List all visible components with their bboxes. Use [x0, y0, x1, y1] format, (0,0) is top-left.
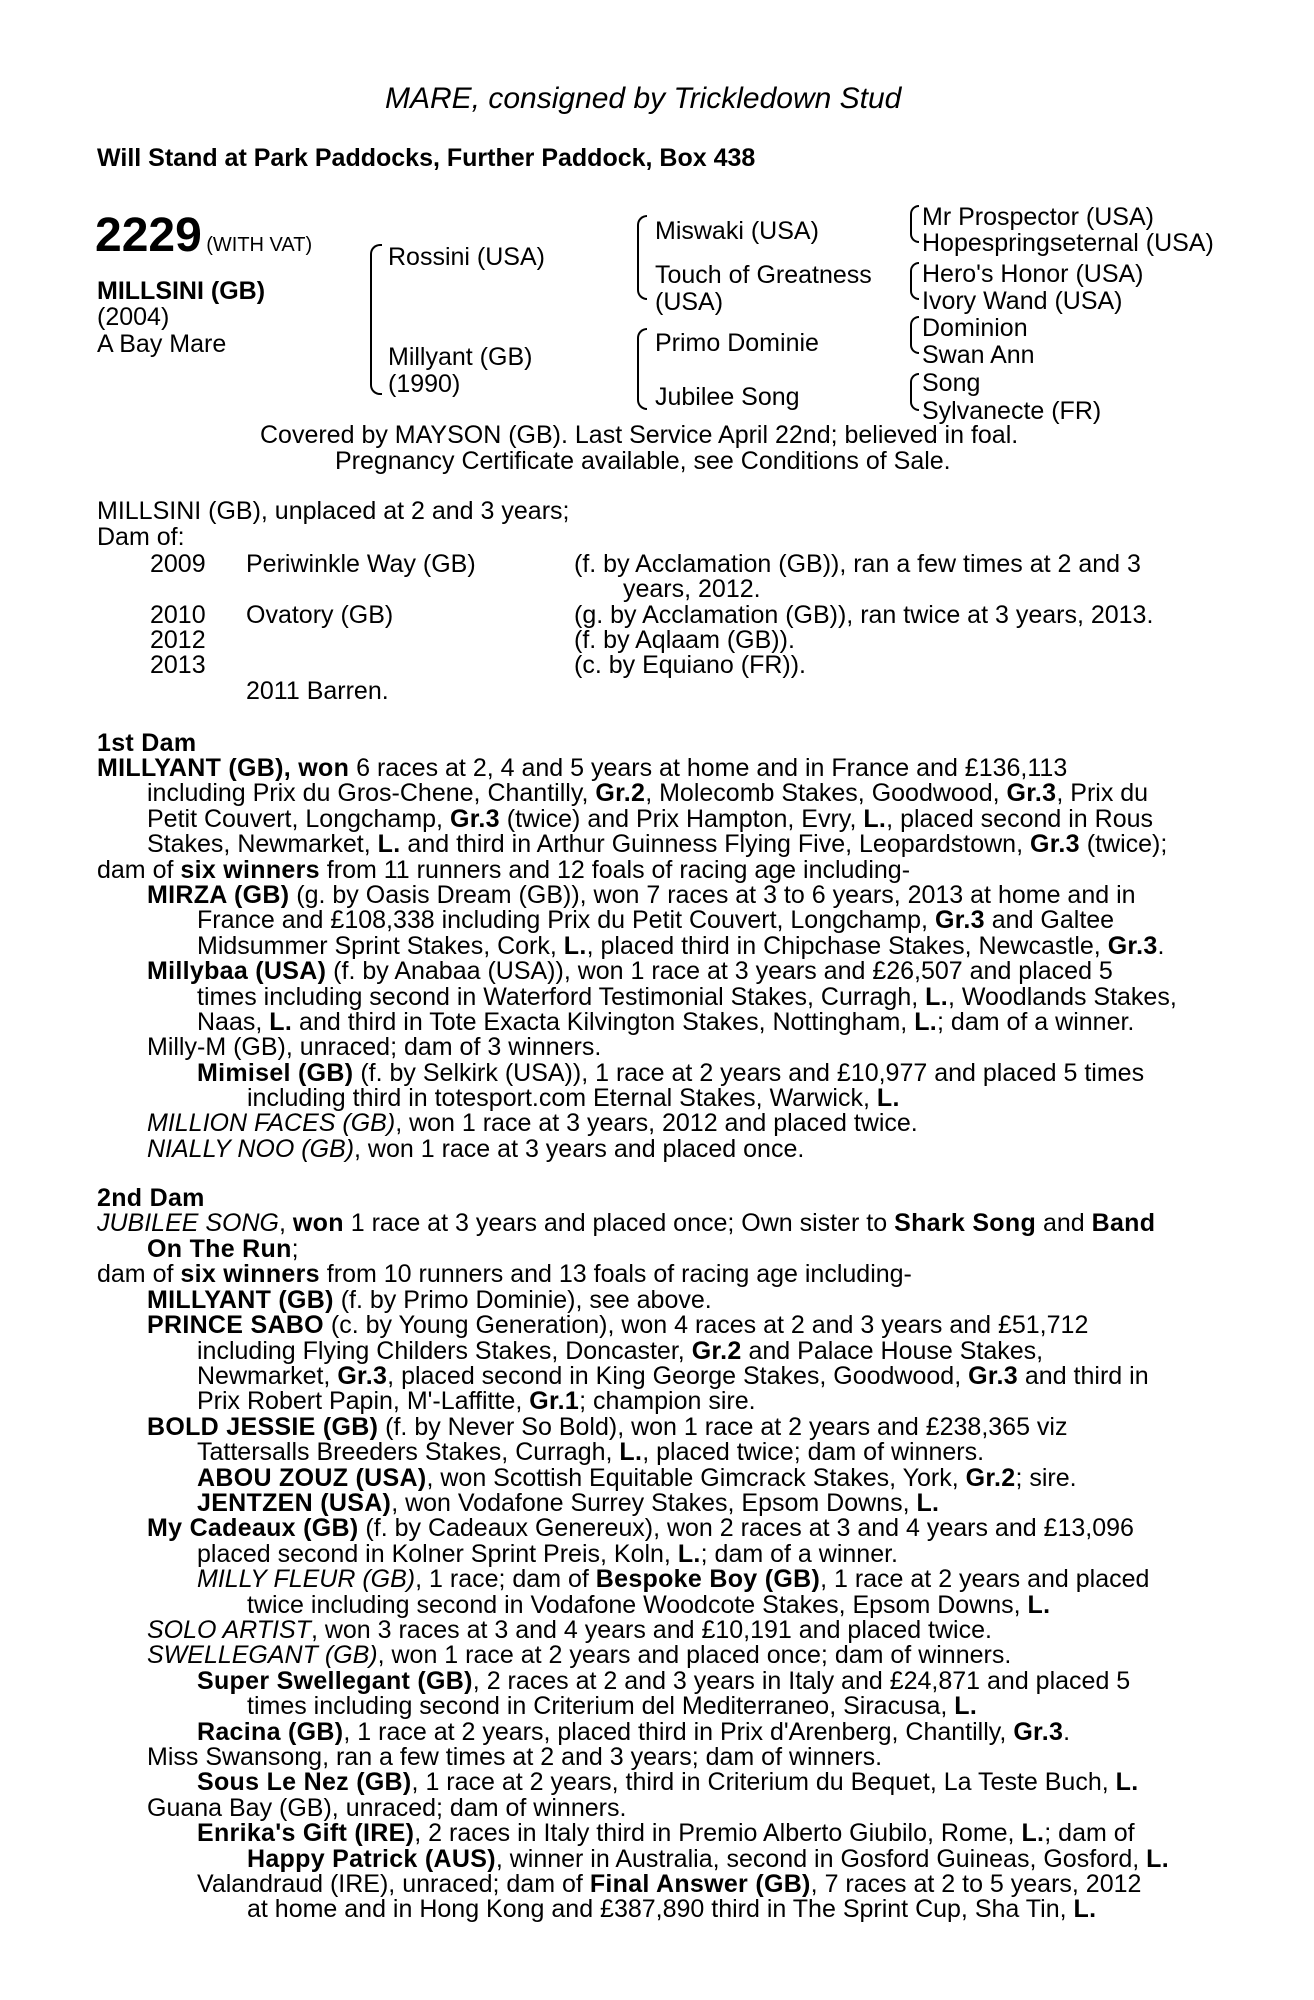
produce-entry: Racina (GB), 1 race at 2 years, placed third in Prix d'Arenberg, Chantilly, Gr.3.: [197, 1718, 1071, 1746]
pedigree-brace: [910, 316, 919, 336]
pedigree-dam-year: (1990): [388, 370, 461, 398]
produce-entry-cont: France and £108,338 including Prix du Petit Couvert, Longchamp, Gr.3 and Galtee: [197, 906, 1115, 934]
first-dam-heading: 1st Dam: [97, 729, 197, 757]
produce-year: 2009: [150, 550, 206, 578]
produce-entry: Sous Le Nez (GB), 1 race at 2 years, third in Criterium du Bequet, La Teste Buch, L.: [197, 1768, 1139, 1796]
pedigree-dam: Millyant (GB): [388, 343, 533, 371]
pedigree-ddd: Sylvanecte (FR): [922, 397, 1102, 425]
produce-intro: MILLSINI (GB), unplaced at 2 and 3 years;: [97, 497, 570, 525]
produce-entry: ABOU ZOUZ (USA), won Scottish Equitable Gimcrack Stakes, York, Gr.2; sire.: [197, 1464, 1077, 1492]
produce-entry: NIALLY NOO (GB), won 1 race at 3 years and placed once.: [147, 1135, 805, 1163]
pedigree-brace: [910, 205, 919, 225]
produce-entry: Happy Patrick (AUS), winner in Australia, second in Gosford Guineas, Gosford, L.: [247, 1845, 1169, 1873]
consignor-line: MARE, consigned by Trickledown Stud: [385, 82, 902, 115]
produce-entry: Millybaa (USA) (f. by Anabaa (USA)), won 1 race at 3 years and £26,507 and placed 5: [147, 957, 1113, 985]
pedigree-dds: Song: [922, 369, 981, 397]
produce-entry-cont: times including second in Criterium del Mediterraneo, Siracusa, L.: [247, 1692, 978, 1720]
produce-entry-cont: times including second in Waterford Testimonial Stakes, Curragh, L., Woodlands Stakes,: [197, 983, 1177, 1011]
produce-entry: MIRZA (GB) (g. by Oasis Dream (GB)), won 7 races at 3 to 6 years, 2013 at home and in: [147, 881, 1136, 909]
horse-year: (2004): [97, 303, 170, 331]
pedigree-dsd: Swan Ann: [922, 341, 1035, 369]
produce-year: 2012: [150, 626, 206, 654]
pedigree-sire-sire: Miswaki (USA): [655, 217, 819, 245]
produce-entry: Enrika's Gift (IRE), 2 races in Italy third in Premio Alberto Giubilo, Rome, L.; dam of: [197, 1819, 1135, 1847]
pedigree-brace: [370, 319, 382, 395]
produce-note: (f. by Aqlaam (GB)).: [574, 626, 795, 654]
produce-note: (g. by Acclamation (GB)), ran twice at 3 years, 2013.: [574, 601, 1154, 629]
first-dam-line: Petit Couvert, Longchamp, Gr.3 (twice) and Prix Hampton, Evry, L., placed second in Rous: [147, 805, 1154, 833]
produce-entry-cont: twice including second in Vodafone Woodcote Stakes, Epsom Downs, L.: [247, 1591, 1051, 1619]
vat-label: (WITH VAT): [206, 234, 313, 256]
produce-entry: SOLO ARTIST, won 3 races at 3 and 4 years and £10,191 and placed twice.: [147, 1616, 992, 1644]
pedigree-brace: [910, 391, 919, 411]
second-dam-heading: 2nd Dam: [97, 1184, 205, 1212]
pedigree-brace: [637, 215, 647, 262]
produce-note: (c. by Equiano (FR)).: [574, 651, 807, 679]
pedigree-brace: [637, 328, 647, 370]
produce-entry: BOLD JESSIE (GB) (f. by Never So Bold), won 1 race at 2 years and £238,365 viz: [147, 1413, 1068, 1441]
horse-name: MILLSINI (GB): [97, 277, 266, 305]
pedigree-brace: [910, 280, 919, 300]
stand-line: Will Stand at Park Paddocks, Further Paddock, Box 438: [97, 144, 756, 172]
pedigree-sire-dam-country: (USA): [655, 288, 724, 316]
produce-entry: JENTZEN (USA), won Vodafone Surrey Stakes, Epsom Downs, L.: [197, 1489, 940, 1517]
pedigree-sire-dam: Touch of Greatness: [655, 261, 872, 289]
produce-note-cont: years, 2012.: [623, 575, 761, 603]
pedigree-brace: [637, 260, 647, 300]
second-dam-line: dam of six winners from 10 runners and 13 foals of racing age including-: [97, 1260, 912, 1288]
produce-entry-cont: placed second in Kolner Sprint Preis, Koln, L.; dam of a winner.: [197, 1540, 898, 1568]
produce-entry-cont: Prix Robert Papin, M'-Laffitte, Gr.1; champion sire.: [197, 1387, 756, 1415]
second-dam-line: JUBILEE SONG, won 1 race at 3 years and placed once; Own sister to Shark Song and Band: [97, 1209, 1156, 1237]
produce-entry-cont: including Flying Childers Stakes, Doncaster, Gr.2 and Palace House Stakes,: [197, 1337, 1044, 1365]
produce-barren: 2011 Barren.: [246, 677, 389, 705]
produce-entry: My Cadeaux (GB) (f. by Cadeaux Genereux), won 2 races at 3 and 4 years and £13,096: [147, 1514, 1134, 1542]
first-dam-line: dam of six winners from 11 runners and 12 foals of racing age including-: [97, 856, 911, 884]
second-dam-line: On The Run;: [147, 1235, 299, 1263]
produce-dam-of: Dam of:: [97, 523, 185, 551]
produce-year: 2010: [150, 601, 206, 629]
first-dam-line: including Prix du Gros-Chene, Chantilly, Gr.2, Molecomb Stakes, Goodwood, Gr.3, Prix du: [147, 779, 1149, 807]
lot-number: 2229: [95, 209, 202, 262]
pedigree-dss: Dominion: [922, 314, 1028, 342]
produce-entry: Mimisel (GB) (f. by Selkirk (USA)), 1 race at 2 years and £10,977 and placed 5 times: [197, 1059, 1145, 1087]
pedigree-dam-sire: Primo Dominie: [655, 329, 819, 357]
produce-entry: SWELLEGANT (GB), won 1 race at 2 years and placed once; dam of winners.: [147, 1641, 1012, 1669]
produce-entry: MILLY FLEUR (GB), 1 race; dam of Bespoke Boy (GB), 1 race at 2 years and placed: [197, 1565, 1150, 1593]
produce-entry: Super Swellegant (GB), 2 races at 2 and 3 years in Italy and £24,871 and placed 5: [197, 1667, 1131, 1695]
produce-entry: PRINCE SABO (c. by Young Generation), won 4 races at 2 and 3 years and £51,712: [147, 1311, 1089, 1339]
covered-line: Covered by MAYSON (GB). Last Service April 22nd; believed in foal.: [260, 421, 1019, 449]
pedigree-brace: [370, 244, 382, 321]
pedigree-dam-dam: Jubilee Song: [655, 383, 800, 411]
first-dam-line: MILLYANT (GB), won 6 races at 2, 4 and 5 years at home and in France and £136,113: [97, 754, 1068, 782]
produce-year: 2013: [150, 651, 206, 679]
produce-entry: Milly-M (GB), unraced; dam of 3 winners.: [147, 1033, 602, 1061]
pedigree-sdd: Ivory Wand (USA): [922, 287, 1123, 315]
produce-entry-cont: Naas, L. and third in Tote Exacta Kilvington Stakes, Nottingham, L.; dam of a winner.: [197, 1008, 1135, 1036]
produce-note: (f. by Acclamation (GB)), ran a few times at 2 and 3: [574, 550, 1141, 578]
produce-entry-cont: including third in totesport.com Eternal Stakes, Warwick, L.: [247, 1084, 900, 1112]
pedigree-brace: [637, 368, 647, 410]
produce-entry: MILLION FACES (GB), won 1 race at 3 years, 2012 and placed twice.: [147, 1109, 918, 1137]
lot-number-block: [95, 208, 312, 263]
produce-entry-cont: Newmarket, Gr.3, placed second in King George Stakes, Goodwood, Gr.3 and third in: [197, 1362, 1149, 1390]
pedigree-sire: Rossini (USA): [388, 243, 545, 271]
produce-name: Ovatory (GB): [246, 601, 394, 629]
produce-entry: MILLYANT (GB) (f. by Primo Dominie), see above.: [147, 1286, 712, 1314]
produce-entry-cont: at home and in Hong Kong and £387,890 third in The Sprint Cup, Sha Tin, L.: [247, 1895, 1097, 1923]
produce-name: Periwinkle Way (GB): [246, 550, 476, 578]
pedigree-brace: [910, 262, 919, 282]
produce-entry-cont: Tattersalls Breeders Stakes, Curragh, L., placed twice; dam of winners.: [197, 1438, 985, 1466]
horse-description: A Bay Mare: [97, 330, 227, 358]
first-dam-line: Stakes, Newmarket, L. and third in Arthur Guinness Flying Five, Leopardstown, Gr.3 (twice);: [147, 830, 1168, 858]
produce-entry: Valandraud (IRE), unraced; dam of Final Answer (GB), 7 races at 2 to 5 years, 2012: [197, 1870, 1142, 1898]
pregnancy-line: Pregnancy Certificate available, see Conditions of Sale.: [335, 447, 951, 475]
pedigree-brace: [910, 373, 919, 393]
produce-entry: Miss Swansong, ran a few times at 2 and 3 years; dam of winners.: [147, 1743, 883, 1771]
pedigree-sds: Hero's Honor (USA): [922, 260, 1144, 288]
pedigree-sss: Mr Prospector (USA): [922, 203, 1154, 231]
produce-entry: Guana Bay (GB), unraced; dam of winners.: [147, 1794, 627, 1822]
produce-entry-cont: Midsummer Sprint Stakes, Cork, L., placed third in Chipchase Stakes, Newcastle, Gr.3.: [197, 932, 1165, 960]
pedigree-ssd: Hopespringseternal (USA): [922, 229, 1214, 257]
pedigree-brace: [910, 334, 919, 354]
pedigree-brace: [910, 223, 919, 243]
